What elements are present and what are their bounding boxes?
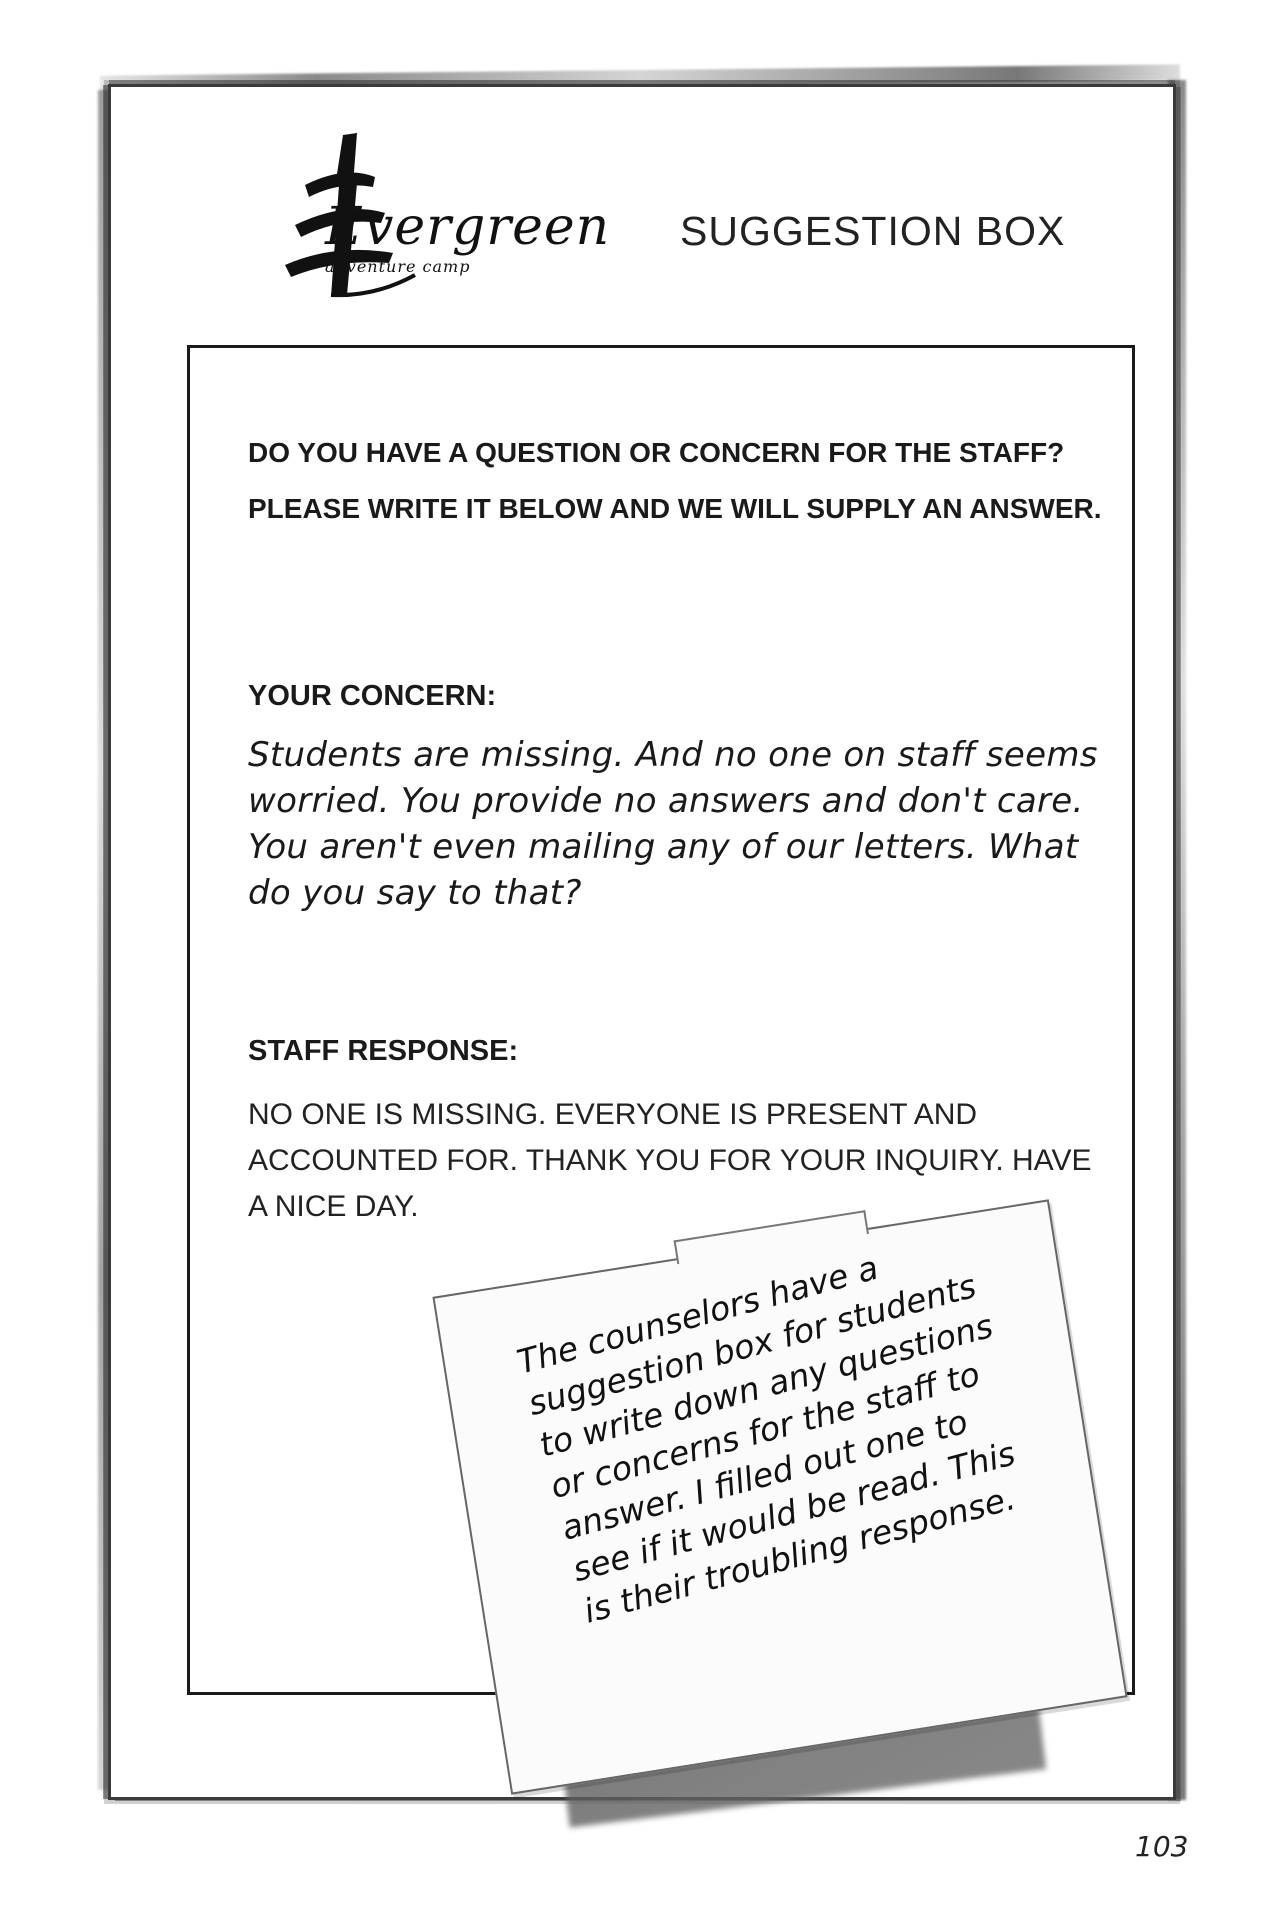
response-label: STAFF RESPONSE:	[248, 1035, 519, 1067]
staff-response-text: NO ONE IS MISSING. EVERYONE IS PRESENT AND ACCOUNTED FOR. THANK YOU FOR YOUR INQUIRY. HAVE A NICE DAY.	[248, 1098, 1092, 1223]
form-prompt: DO YOU HAVE A QUESTION OR CONCERN FOR THE STAFF? PLEASE WRITE IT BELOW AND WE WILL SUPPLY AN ANSWER.	[248, 437, 1102, 524]
note-text: The counselors have a suggestion box for students to write down any questions or concerns for the staff to answer. I filled out one to see if it would be read. This is their troubling response.	[512, 1247, 1020, 1631]
logo-wordmark: Evergreen	[325, 197, 611, 257]
handwritten-note	[432, 1199, 1127, 1794]
page-title: SUGGESTION BOX	[680, 208, 1066, 254]
concern-handwritten-text: Students are missing. And no one on staff seems worried. You provide no answers and don't care. You aren't even mailing any of our letters. What do you say to that?	[248, 735, 1098, 913]
evergreen-logo	[265, 125, 611, 305]
logo-subtitle: adventure camp	[325, 257, 471, 276]
page-number: 103	[1135, 1830, 1189, 1863]
concern-label: YOUR CONCERN:	[248, 680, 497, 712]
